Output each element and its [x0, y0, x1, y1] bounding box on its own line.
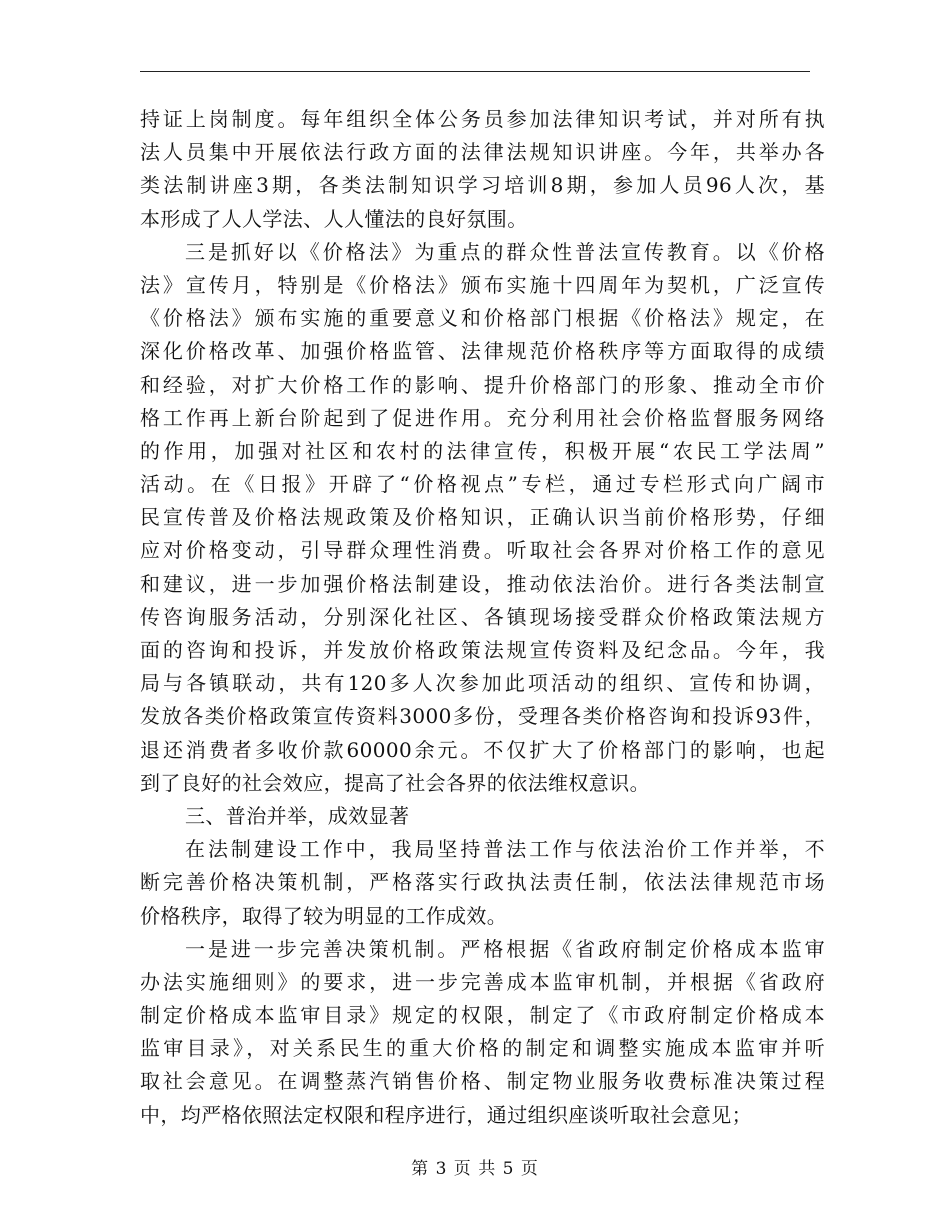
- text-line: 到了良好的社会效应，提高了社会各界的依法维权意识。: [140, 770, 650, 795]
- text-line: 民宣传普及价格法规政策及价格知识，正确认识当前价格形势，仔细: [140, 505, 825, 530]
- text-line: 一是进一步完善决策机制。严格根据《省政府制定价格成本监审: [185, 936, 825, 961]
- text-line: 面的咨询和投诉，并发放价格政策法规宣传资料及纪念品。今年，我: [140, 638, 825, 662]
- text-line: 监审目录》，对关系民生的重大价格的制定和调整实施成本监审并听: [140, 1036, 825, 1061]
- text-line: 传咨询服务活动，分别深化社区、各镇现场接受群众价格政策法规方: [140, 604, 825, 629]
- text-line: 办法实施细则》的要求，进一步完善成本监审机制，并根据《省政府: [140, 969, 825, 994]
- text-line: 类法制讲座3期，各类法制知识学习培训8期，参加人员96人次，基: [140, 173, 825, 198]
- text-line: 和建议，进一步加强价格法制建设，推动依法治价。进行各类法制宣: [140, 571, 825, 596]
- text-line: 本形成了人人学法、人人懂法的良好氛围。: [140, 206, 528, 231]
- text-line: 在法制建设工作中，我局坚持普法工作与依法治价工作并举，不: [185, 837, 825, 862]
- text-line: 格工作再上新台阶起到了促进作用。充分利用社会价格监督服务网络: [140, 405, 825, 430]
- text-line: 三是抓好以《价格法》为重点的群众性普法宣传教育。以《价格: [185, 239, 825, 264]
- paragraph: [140, 103, 825, 236]
- text-line: 的作用，加强对社区和农村的法律宣传，积极开展“农民工学法周”: [140, 438, 825, 463]
- text-line: 应对价格变动，引导群众理性消费。听取社会各界对价格工作的意见: [140, 538, 825, 563]
- text-line: 价格秩序，取得了较为明显的工作成效。: [140, 903, 508, 928]
- text-line: 局与各镇联动，共有120多人次参加此项活动的组织、宣传和协调，: [140, 671, 825, 696]
- page-footer: [0, 1158, 950, 1180]
- text-line: 和经验，对扩大价格工作的影响、提升价格部门的形象、推动全市价: [140, 372, 825, 397]
- paragraph: [140, 833, 825, 933]
- paragraph: [140, 800, 825, 833]
- text-line: 深化价格改革、加强价格监管、法律规范价格秩序等方面取得的成绩: [140, 339, 825, 364]
- text-line: 取社会意见。在调整蒸汽销售价格、制定物业服务收费标准决策过程: [140, 1069, 825, 1094]
- text-line: 法》宣传月，特别是《价格法》颁布实施十四周年为契机，广泛宣传: [140, 272, 825, 297]
- text-line: 三、普治并举，成效显著: [185, 803, 410, 828]
- text-line: 中，均严格依照法定权限和程序进行，通过组织座谈听取社会意见；: [140, 1102, 752, 1127]
- text-line: 制定价格成本监审目录》规定的权限，制定了《市政府制定价格成本: [140, 1003, 825, 1028]
- paragraph: [140, 236, 825, 800]
- document-body: [140, 103, 825, 1132]
- header-rule: [140, 71, 810, 72]
- text-line: 活动。在《日报》开辟了“价格视点”专栏，通过专栏形式向广阔市: [140, 472, 825, 497]
- text-line: 法人员集中开展依法行政方面的法律法规知识讲座。今年，共举办各: [140, 140, 825, 165]
- text-line: 《价格法》颁布实施的重要意义和价格部门根据《价格法》规定，在: [140, 306, 825, 331]
- text-line: 退还消费者多收价款60000余元。不仅扩大了价格部门的影响，也起: [140, 737, 825, 762]
- text-line: 持证上岗制度。每年组织全体公务员参加法律知识考试，并对所有执: [140, 107, 825, 131]
- text-line: 发放各类价格政策宣传资料3000多份，受理各类价格咨询和投诉93件，: [140, 704, 825, 729]
- paragraph: [140, 933, 825, 1132]
- page-number-label: 第 3 页 共 5 页: [411, 1159, 539, 1179]
- text-line: 断完善价格决策机制，严格落实行政执法责任制，依法法律规范市场: [140, 870, 825, 895]
